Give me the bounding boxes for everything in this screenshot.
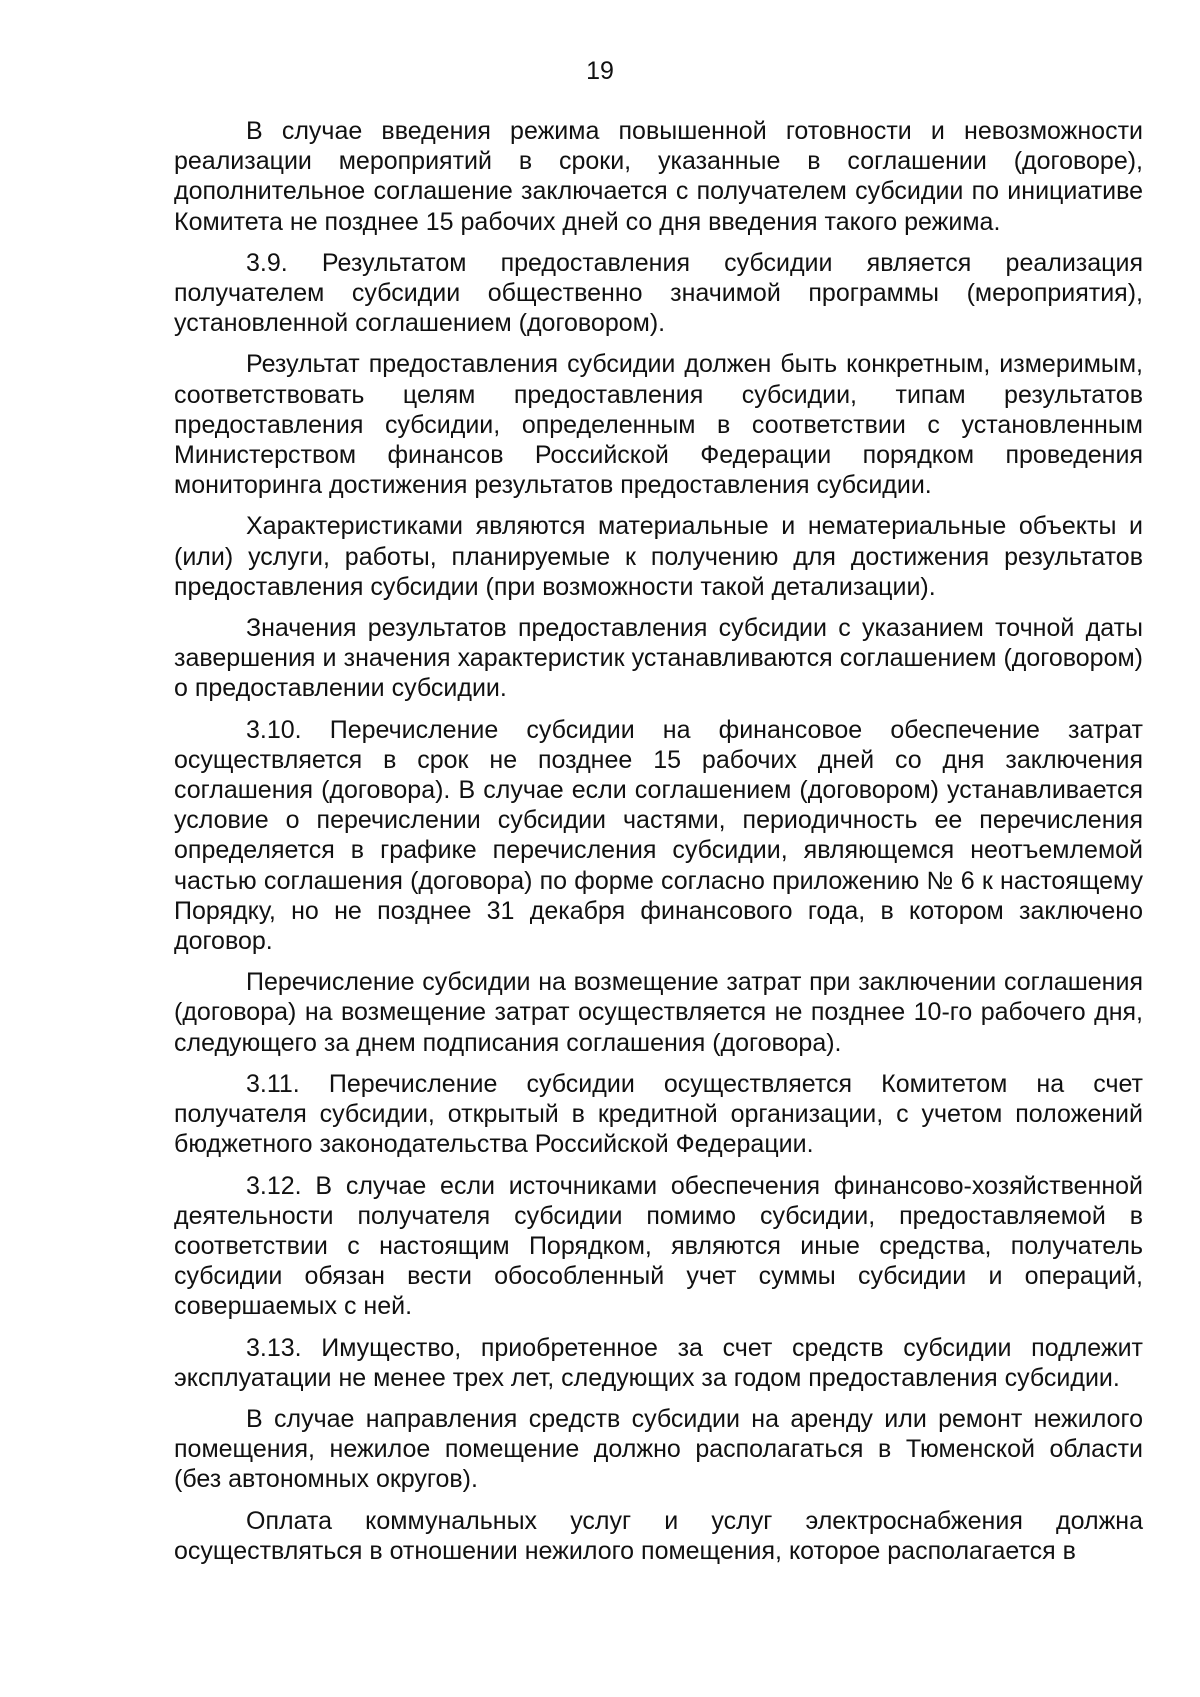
paragraph-3-13: 3.13. Имущество, приобретенное за счет средств субсидии подлежит эксплуатации не менее трех лет, следующих за годом предоставления субсидии. [174,1333,1143,1392]
paragraph-result-criteria: Результат предоставления субсидии должен быть конкретным, измеримым, соответствовать целям предоставления субсидии, типам результатов предоставления субсидии, определенным в соответствии с установленным Министерством финансов Российской Федерации порядком проведения мониторинга достижения результатов предоставления субсидии. [174,350,1143,500]
paragraph-3-11: 3.11. Перечисление субсидии осуществляется Комитетом на счет получателя субсидии, открытый в кредитной организации, с учетом положений бюджетного законодательства Российской Федерации. [174,1069,1143,1159]
paragraph-cost-reimbursement: Перечисление субсидии на возмещение затрат при заключении соглашения (договора) на возмещение затрат осуществляется не позднее 10-го рабочего дня, следующего за днем подписания соглашения (договора). [174,968,1143,1057]
document-body [174,116,1143,1566]
paragraph-characteristics: Характеристиками являются материальные и нематериальные объекты и (или) услуги, работы, планируемые к получению для достижения результатов предоставления субсидии (при возможности такой детализации). [174,512,1143,601]
page-number: 19 [586,57,614,85]
paragraph-result-values: Значения результатов предоставления субсидии с указанием точной даты завершения и значения характеристик устанавливаются соглашением (договором) о предоставлении субсидии. [174,614,1143,703]
paragraph-3-12: 3.12. В случае если источниками обеспечения финансово-хозяйственной деятельности получателя субсидии помимо субсидии, предоставляемой в соответствии с настоящим Порядком, являются иные средства, получатель субсидии обязан вести обособленный учет суммы субсидии и операций, совершаемых с ней. [174,1171,1143,1321]
paragraph-3-10: 3.10. Перечисление субсидии на финансовое обеспечение затрат осуществляется в срок не позднее 15 рабочих дней со дня заключения соглашения (договора). В случае если соглашением (договором) устанавливается условие о перечислении субсидии частями, периодичность ее перечисления определяется в графике перечисления субсидии, являющемся неотъемлемой частью соглашения (договора) по форме согласно приложению № 6 к настоящему Порядку, но не позднее 31 декабря финансового года, в котором заключено договор. [174,715,1143,956]
paragraph-emergency-regime: В случае введения режима повышенной готовности и невозможности реализации мероприятий в сроки, указанные в соглашении (договоре), дополнительное соглашение заключается с получателем субсидии по инициативе Комитета не позднее 15 рабочих дней со дня введения такого режима. [174,117,1143,236]
paragraph-3-9: 3.9. Результатом предоставления субсидии является реализация получателем субсидии общественно значимой программы (мероприятия), установленной соглашением (договором). [174,248,1143,338]
paragraph-utilities-payment: Оплата коммунальных услуг и услуг электроснабжения должна осуществляться в отношении нежилого помещения, которое располагается в [174,1506,1143,1565]
paragraph-premises-location: В случае направления средств субсидии на аренду или ремонт нежилого помещения, нежилое помещение должно располагаться в Тюменской области (без автономных округов). [174,1404,1143,1494]
